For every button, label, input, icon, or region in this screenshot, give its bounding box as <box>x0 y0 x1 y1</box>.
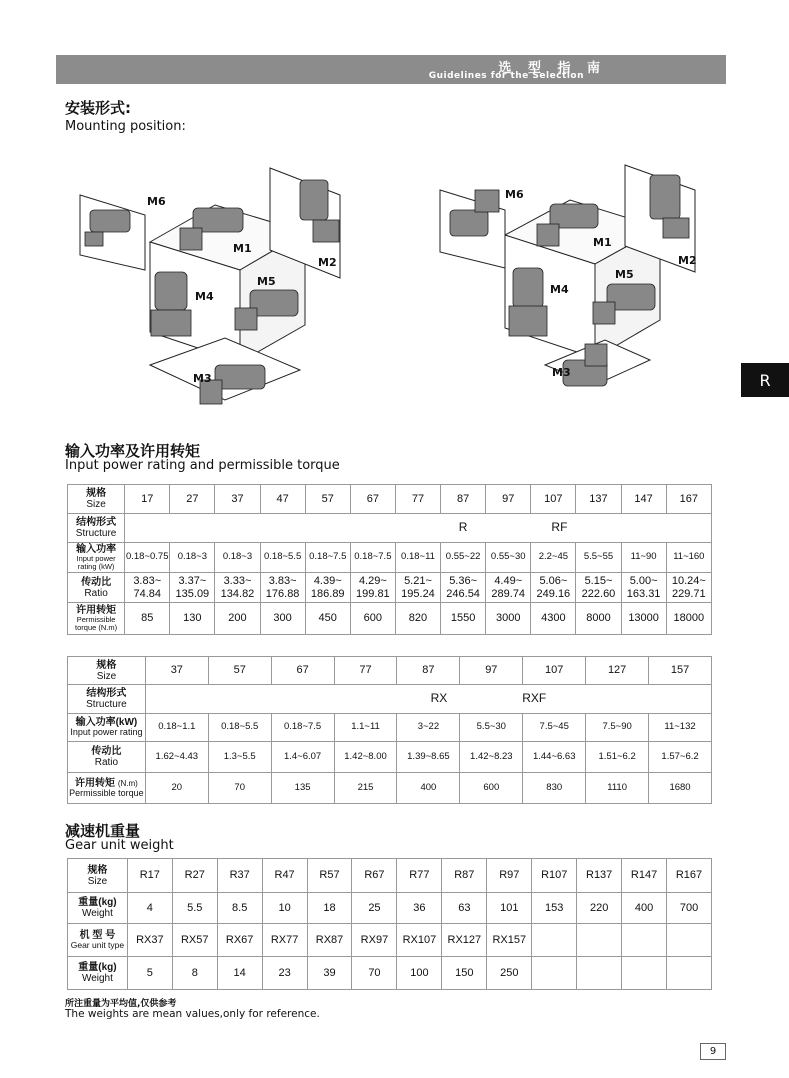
table3-rx-model-cell: RX37 <box>127 924 172 957</box>
table1-power-cell: 5.5~55 <box>576 543 621 573</box>
table1-ratio-cell: 5.36~ 246.54 <box>441 573 486 603</box>
weight-note-en: The weights are mean values,only for reference. <box>65 1008 320 1020</box>
table1-torque-cell: 4300 <box>531 603 576 635</box>
table1-torque-cell: 300 <box>260 603 305 635</box>
right-m2-label: M2 <box>678 254 697 267</box>
table3-empty-cell <box>667 924 712 957</box>
table2-size-cell: 77 <box>334 657 397 685</box>
table3-rx-model-cell: RX87 <box>307 924 352 957</box>
table3-type-header: 机 型 号 Gear unit type <box>68 924 128 957</box>
table3-empty-cell <box>622 924 667 957</box>
table3-model-cell: R107 <box>532 859 577 893</box>
table1-ratio-row <box>68 573 712 603</box>
table2-torque-cell: 70 <box>208 773 271 804</box>
table1-structure-r: R <box>458 520 468 535</box>
table2-torque-cell: 600 <box>460 773 523 804</box>
table3-model-cell: R167 <box>667 859 712 893</box>
table1-power-cell: 0.18~5.5 <box>260 543 305 573</box>
table1-ratio-cell: 3.33~ 134.82 <box>215 573 260 603</box>
table3-weight-header: 重量(kg) Weight <box>68 893 128 924</box>
table3-model-cell: R67 <box>352 859 397 893</box>
table1-ratio-cell: 5.21~ 195.24 <box>395 573 440 603</box>
table3-weight-cell: 10 <box>262 893 307 924</box>
table3-rx-model-cell: RX67 <box>217 924 262 957</box>
table3-weight-cell: 8.5 <box>217 893 262 924</box>
table2-size-cell: 87 <box>397 657 460 685</box>
table2-ratio-cell: 1.39~8.65 <box>397 742 460 773</box>
table1-torque-cell: 8000 <box>576 603 621 635</box>
table3-empty-cell <box>622 957 667 990</box>
table2-power-cell: 5.5~30 <box>460 714 523 742</box>
table1-torque-cell: 85 <box>125 603 170 635</box>
weight-title-cn: 减速机重量 <box>65 822 141 840</box>
power-title-en: Input power rating and permissible torque <box>65 458 340 473</box>
table2-power-cell: 0.18~1.1 <box>145 714 208 742</box>
mounting-diagram-right <box>435 160 745 415</box>
table1-size-cell: 67 <box>350 485 395 514</box>
table1-size-cell: 27 <box>170 485 215 514</box>
table3-empty-cell <box>577 924 622 957</box>
right-m5-label: M5 <box>615 268 634 281</box>
table3-empty-cell <box>532 924 577 957</box>
table1-structure-rf: RF <box>551 520 568 535</box>
table1-ratio-cell: 4.29~ 199.81 <box>350 573 395 603</box>
table2-torque-cell: 135 <box>271 773 334 804</box>
table3-weight-cell: 700 <box>667 893 712 924</box>
power-title-cn: 输入功率及许用转矩 <box>65 442 201 460</box>
table1-power-row <box>68 543 712 573</box>
table3-empty-cell <box>667 957 712 990</box>
table1-structure-cell <box>125 514 712 543</box>
table1-structure-row <box>68 514 712 543</box>
table1-torque-cell: 13000 <box>621 603 666 635</box>
table3-model-cell: R77 <box>397 859 442 893</box>
weight-table <box>67 858 712 990</box>
table1-ratio-cell: 3.37~ 135.09 <box>170 573 215 603</box>
table1-torque-cell: 820 <box>395 603 440 635</box>
table2-ratio-cell: 1.44~6.63 <box>523 742 586 773</box>
table2-structure-rx: RX <box>430 691 448 706</box>
table3-model-cell: R57 <box>307 859 352 893</box>
table3-model-cell: R87 <box>442 859 487 893</box>
table1-size-cell: 107 <box>531 485 576 514</box>
table3-weight-cell: 400 <box>622 893 667 924</box>
table1-size-cell: 87 <box>441 485 486 514</box>
left-m4-label: M4 <box>195 290 214 303</box>
table2-ratio-cell: 1.3~5.5 <box>208 742 271 773</box>
table2-torque-header: 许用转矩 (N.m) Permissible torque <box>68 773 146 804</box>
table2-size-cell: 97 <box>460 657 523 685</box>
table3-rx-weight-cell: 150 <box>442 957 487 990</box>
table2-torque-cell: 215 <box>334 773 397 804</box>
table2-power-row <box>68 714 712 742</box>
table3-rx-weight-header: 重量(kg) Weight <box>68 957 128 990</box>
table1-power-cell: 0.18~11 <box>395 543 440 573</box>
table3-model-row <box>68 859 712 893</box>
table2-size-cell: 157 <box>649 657 712 685</box>
right-m3-label: M3 <box>552 366 571 379</box>
table3-model-cell: R37 <box>217 859 262 893</box>
table1-power-cell: 0.18~3 <box>215 543 260 573</box>
table2-power-cell: 11~132 <box>649 714 712 742</box>
table2-ratio-cell: 1.51~6.2 <box>586 742 649 773</box>
table3-model-cell: R27 <box>172 859 217 893</box>
table1-power-cell: 0.18~3 <box>170 543 215 573</box>
table3-model-cell: R147 <box>622 859 667 893</box>
table3-weight-cell: 5.5 <box>172 893 217 924</box>
table1-torque-cell: 3000 <box>486 603 531 635</box>
table3-weight-cell: 18 <box>307 893 352 924</box>
table2-power-cell: 0.18~7.5 <box>271 714 334 742</box>
table1-ratio-cell: 4.39~ 186.89 <box>305 573 350 603</box>
table1-power-cell: 0.55~22 <box>441 543 486 573</box>
table2-power-cell: 0.18~5.5 <box>208 714 271 742</box>
table1-ratio-header: 传动比 Ratio <box>68 573 125 603</box>
table1-ratio-cell: 5.00~ 163.31 <box>621 573 666 603</box>
table1-torque-cell: 130 <box>170 603 215 635</box>
table1-size-cell: 37 <box>215 485 260 514</box>
table3-rx-model-row <box>68 924 712 957</box>
table2-ratio-cell: 1.62~4.43 <box>145 742 208 773</box>
table3-rx-weight-cell: 5 <box>127 957 172 990</box>
table3-rx-weight-cell: 100 <box>397 957 442 990</box>
table3-weight-cell: 101 <box>487 893 532 924</box>
weight-note-cn: 所注重量为平均值,仅供参考 <box>65 999 177 1009</box>
table1-torque-cell: 18000 <box>666 603 711 635</box>
table3-empty-cell <box>532 957 577 990</box>
table1-size-cell: 97 <box>486 485 531 514</box>
table2-size-header: 规格 Size <box>68 657 146 685</box>
table3-size-header: 规格 Size <box>68 859 128 893</box>
table2-size-cell: 57 <box>208 657 271 685</box>
table2-power-cell: 7.5~45 <box>523 714 586 742</box>
header-title-cn: 选 型 指 南 <box>498 61 606 76</box>
table3-rx-model-cell: RX107 <box>397 924 442 957</box>
mounting-title-cn: 安装形式: <box>65 99 131 117</box>
table1-size-header: 规格 Size <box>68 485 125 514</box>
table3-weight-cell: 25 <box>352 893 397 924</box>
table3-weight-cell: 63 <box>442 893 487 924</box>
table1-torque-cell: 1550 <box>441 603 486 635</box>
table3-rx-weight-cell: 23 <box>262 957 307 990</box>
table2-size-cell: 127 <box>586 657 649 685</box>
table1-power-cell: 11~160 <box>666 543 711 573</box>
table3-rx-weight-cell: 14 <box>217 957 262 990</box>
table2-ratio-cell: 1.57~6.2 <box>649 742 712 773</box>
table2-size-cell: 107 <box>523 657 586 685</box>
table2-ratio-cell: 1.4~6.07 <box>271 742 334 773</box>
table2-ratio-cell: 1.42~8.23 <box>460 742 523 773</box>
table1-torque-row <box>68 603 712 635</box>
table1-power-header: 输入功率 Input power rating (kW) <box>68 543 125 573</box>
side-tab-r: R <box>741 363 789 397</box>
table2-ratio-cell: 1.42~8.00 <box>334 742 397 773</box>
table1-structure-header: 结构形式 Structure <box>68 514 125 543</box>
table1-power-cell: 0.55~30 <box>486 543 531 573</box>
table2-torque-cell: 1680 <box>649 773 712 804</box>
table2-structure-cell <box>145 685 711 714</box>
table1-size-row <box>68 485 712 514</box>
table2-size-row <box>68 657 712 685</box>
table3-rx-weight-cell: 39 <box>307 957 352 990</box>
table1-torque-cell: 600 <box>350 603 395 635</box>
table3-model-cell: R47 <box>262 859 307 893</box>
table1-power-cell: 2.2~45 <box>531 543 576 573</box>
table3-empty-cell <box>577 957 622 990</box>
table1-torque-cell: 200 <box>215 603 260 635</box>
table3-model-cell: R17 <box>127 859 172 893</box>
right-m4-label: M4 <box>550 283 569 296</box>
header-title-en: Guidelines for the Selection <box>428 71 584 81</box>
table1-size-cell: 77 <box>395 485 440 514</box>
table1-size-cell: 47 <box>260 485 305 514</box>
page-number: 9 <box>700 1043 726 1060</box>
header-bar <box>56 55 726 84</box>
table2-power-cell: 3~22 <box>397 714 460 742</box>
table3-rx-weight-cell: 250 <box>487 957 532 990</box>
table1-size-cell: 147 <box>621 485 666 514</box>
table2-ratio-header: 传动比 Ratio <box>68 742 146 773</box>
table3-model-cell: R137 <box>577 859 622 893</box>
power-table-rx <box>67 656 712 804</box>
table1-ratio-cell: 5.15~ 222.60 <box>576 573 621 603</box>
table2-size-cell: 67 <box>271 657 334 685</box>
table1-torque-cell: 450 <box>305 603 350 635</box>
table3-weight-cell: 153 <box>532 893 577 924</box>
left-m5-label: M5 <box>257 275 276 288</box>
table3-rx-model-cell: RX157 <box>487 924 532 957</box>
power-table-r <box>67 484 712 635</box>
table3-weight-cell: 36 <box>397 893 442 924</box>
table1-size-cell: 57 <box>305 485 350 514</box>
table3-rx-model-cell: RX97 <box>352 924 397 957</box>
table1-ratio-cell: 3.83~ 74.84 <box>125 573 170 603</box>
table1-ratio-cell: 10.24~ 229.71 <box>666 573 711 603</box>
table3-weight-row <box>68 893 712 924</box>
table1-power-cell: 11~90 <box>621 543 666 573</box>
table2-torque-cell: 400 <box>397 773 460 804</box>
table3-rx-model-cell: RX57 <box>172 924 217 957</box>
table2-torque-cell: 830 <box>523 773 586 804</box>
table1-power-cell: 0.18~0.75 <box>125 543 170 573</box>
table1-size-cell: 17 <box>125 485 170 514</box>
table2-torque-cell: 20 <box>145 773 208 804</box>
mounting-title-en: Mounting position: <box>65 119 186 134</box>
mounting-diagram-left <box>75 160 395 435</box>
table2-structure-header: 结构形式 Structure <box>68 685 146 714</box>
table3-model-cell: R97 <box>487 859 532 893</box>
table2-power-header: 输入功率(kW) Input power rating <box>68 714 146 742</box>
table3-weight-cell: 4 <box>127 893 172 924</box>
table1-power-cell: 0.18~7.5 <box>305 543 350 573</box>
table2-ratio-row <box>68 742 712 773</box>
table2-torque-row <box>68 773 712 804</box>
right-m1-label: M1 <box>593 236 612 249</box>
table3-rx-model-cell: RX127 <box>442 924 487 957</box>
table2-size-cell: 37 <box>145 657 208 685</box>
table3-weight-cell: 220 <box>577 893 622 924</box>
table3-rx-weight-cell: 8 <box>172 957 217 990</box>
table2-power-cell: 1.1~11 <box>334 714 397 742</box>
table1-torque-header: 许用转矩 Permissible torque (N.m) <box>68 603 125 635</box>
left-m1-label: M1 <box>233 242 252 255</box>
table1-size-cell: 167 <box>666 485 711 514</box>
weight-title-en: Gear unit weight <box>65 838 174 853</box>
table3-rx-weight-cell: 70 <box>352 957 397 990</box>
right-m6-label: M6 <box>505 188 524 201</box>
table1-ratio-cell: 5.06~ 249.16 <box>531 573 576 603</box>
table1-power-cell: 0.18~7.5 <box>350 543 395 573</box>
left-m3-label: M3 <box>193 372 212 385</box>
table1-size-cell: 137 <box>576 485 621 514</box>
table3-rx-weight-row <box>68 957 712 990</box>
table2-power-cell: 7.5~90 <box>586 714 649 742</box>
table1-ratio-cell: 3.83~ 176.88 <box>260 573 305 603</box>
table2-torque-cell: 1110 <box>586 773 649 804</box>
table3-rx-model-cell: RX77 <box>262 924 307 957</box>
left-m2-label: M2 <box>318 256 337 269</box>
table2-structure-rxf: RXF <box>522 691 547 706</box>
table2-structure-row <box>68 685 712 714</box>
left-m6-label: M6 <box>147 195 166 208</box>
table1-ratio-cell: 4.49~ 289.74 <box>486 573 531 603</box>
